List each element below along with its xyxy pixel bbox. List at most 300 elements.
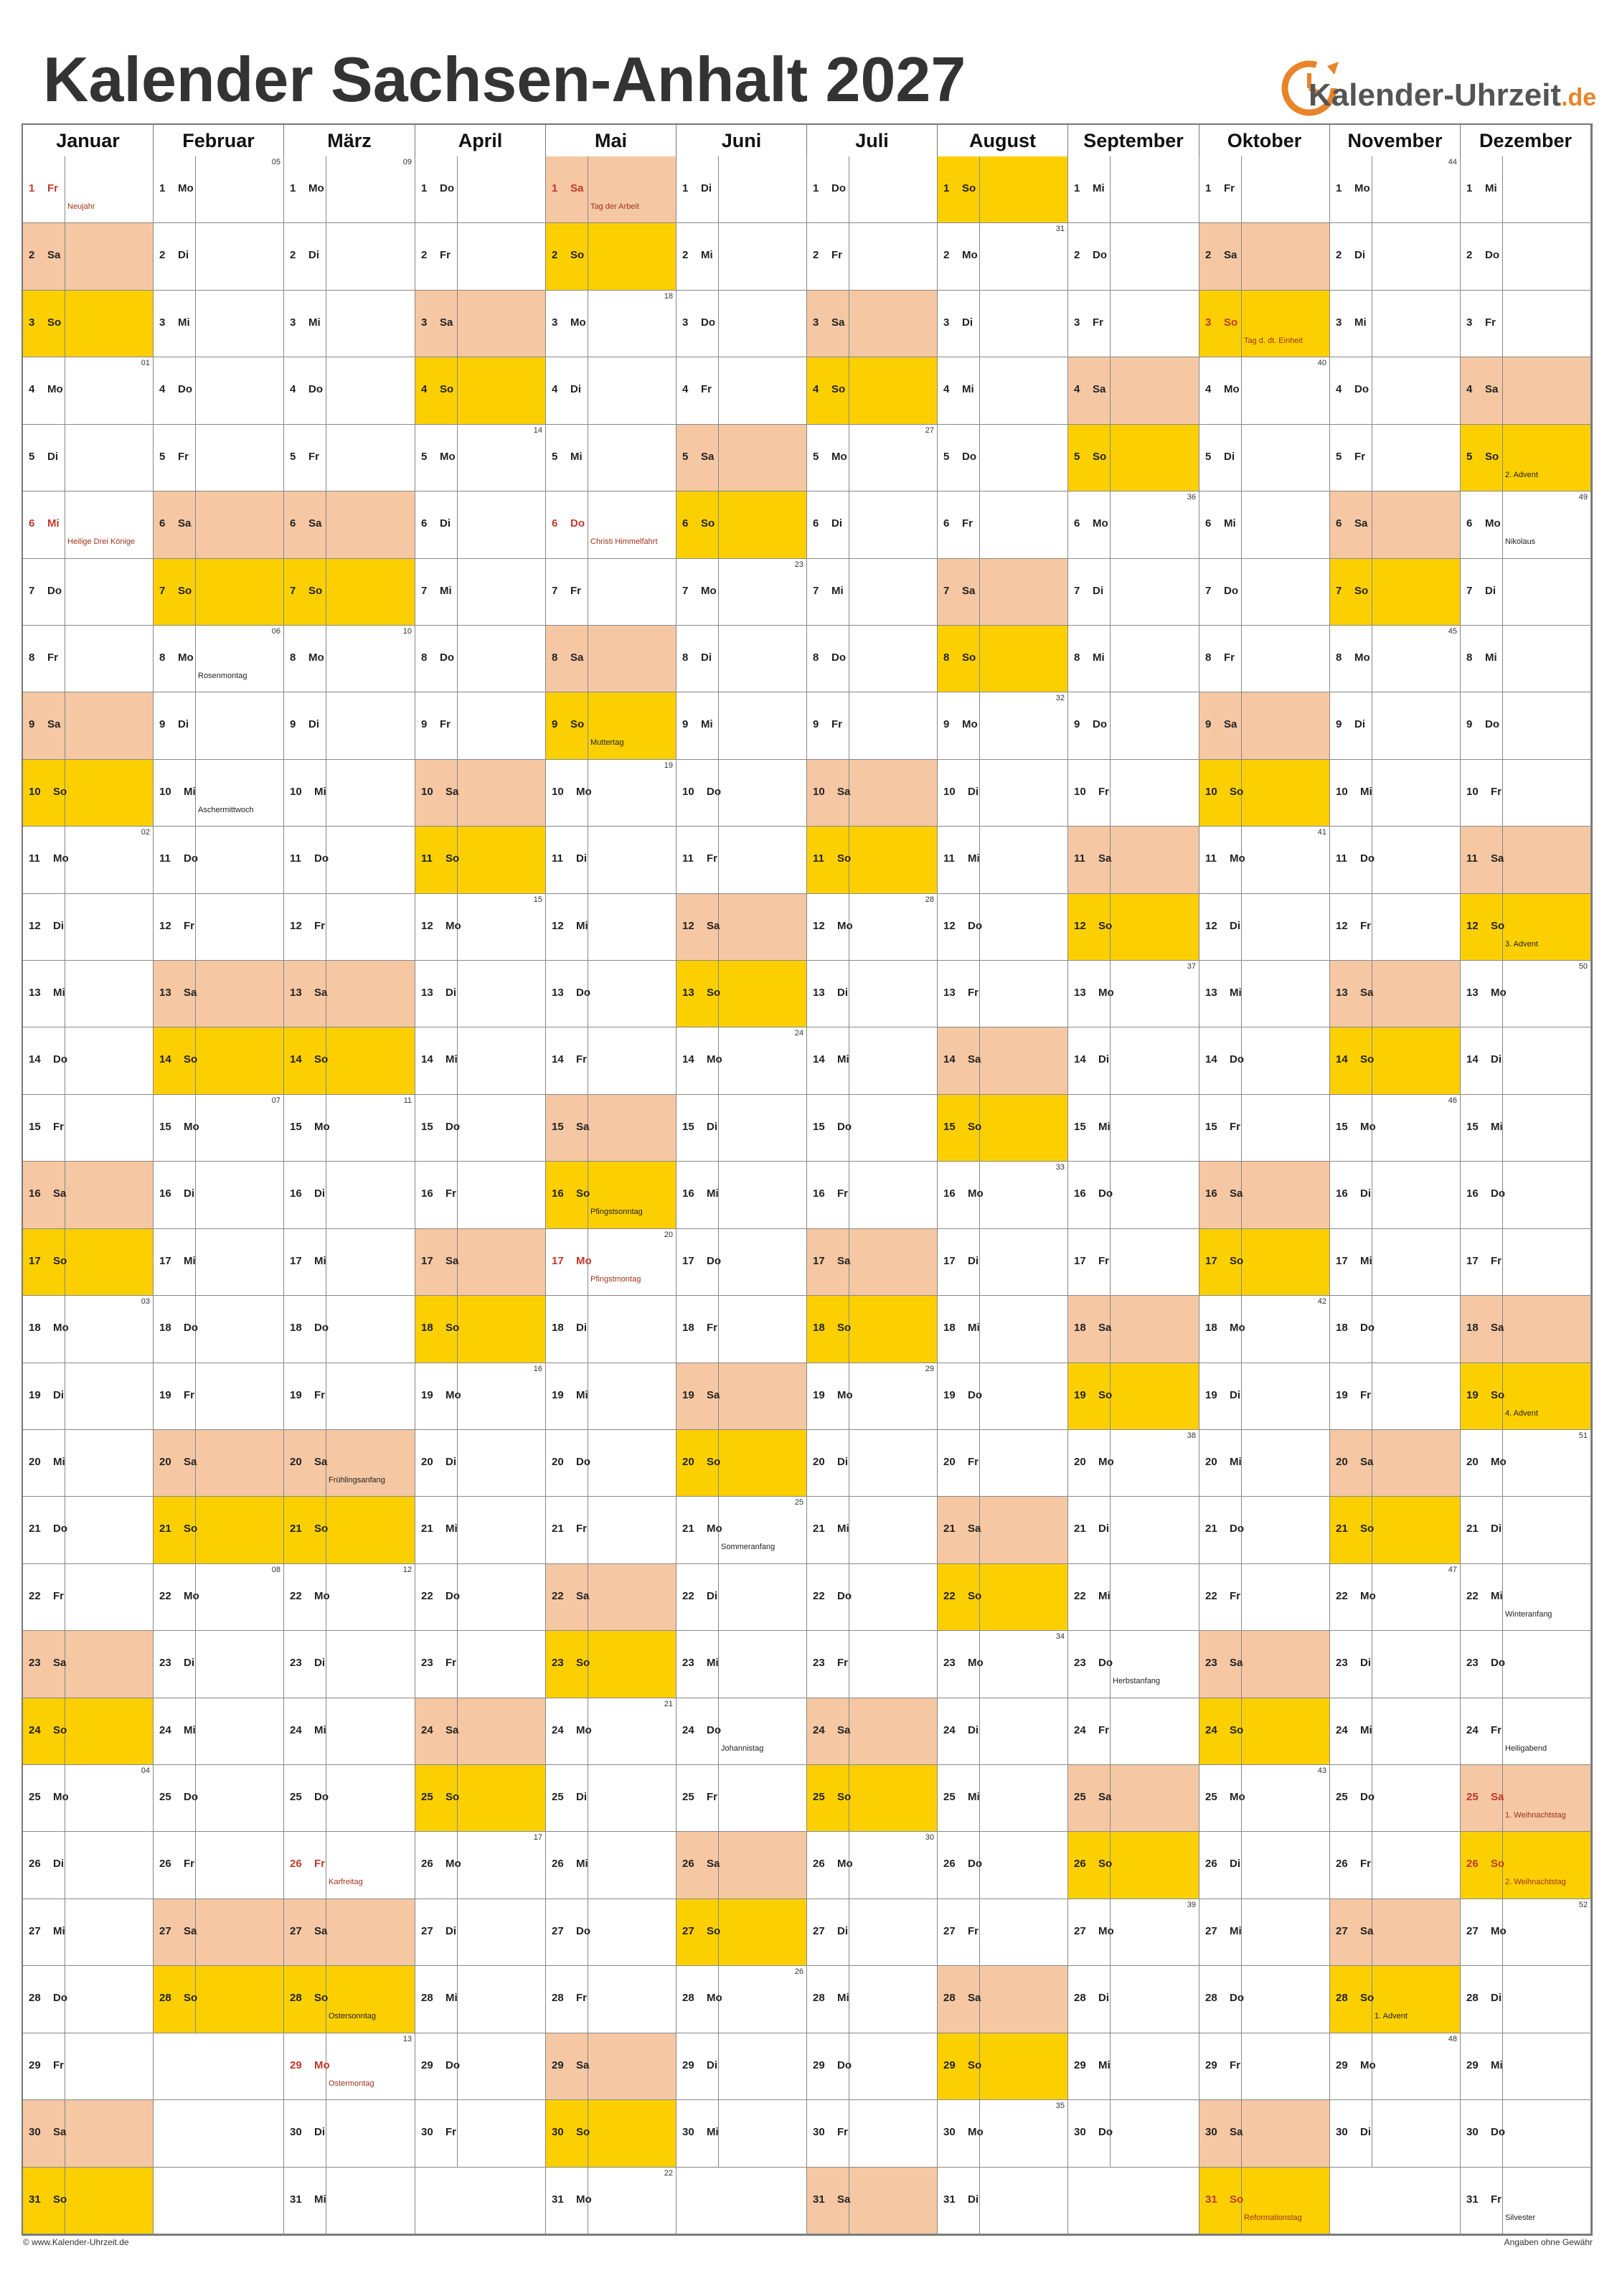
weekday-label: Fr (47, 182, 58, 194)
week-number: 37 (1187, 962, 1196, 971)
day-cell (807, 223, 938, 291)
day-cell (1068, 1430, 1199, 1497)
day-number: 4 (1205, 383, 1212, 395)
weekday-label: So (1230, 1255, 1244, 1267)
day-number: 5 (1336, 451, 1342, 463)
day-cell (154, 1631, 284, 1698)
day-number: 15 (1205, 1121, 1217, 1133)
day-number: 7 (1336, 585, 1342, 597)
weekday-label: Do (1230, 1523, 1244, 1535)
day-cell (415, 491, 546, 559)
weekday-label: Mi (962, 383, 974, 395)
weekday-label: Fr (314, 1389, 325, 1401)
weekday-label: So (570, 718, 585, 730)
weekday-label: Do (1360, 1791, 1375, 1803)
day-cell (23, 1698, 154, 1765)
day-number: 10 (159, 786, 171, 798)
day-number: 12 (1466, 920, 1479, 932)
weekday-label: Do (440, 182, 454, 194)
day-number: 24 (1466, 1724, 1479, 1736)
day-number: 23 (1205, 1657, 1217, 1669)
weekday-label: Di (968, 786, 979, 798)
day-number: 12 (290, 920, 302, 932)
day-cell (546, 894, 676, 961)
weekday-label: Sa (1360, 1925, 1374, 1937)
day-cell (1330, 1564, 1461, 1631)
weekday-label: Sa (53, 1657, 67, 1669)
weekday-label: Mi (1485, 182, 1497, 194)
weekday-label: Mi (968, 852, 980, 865)
day-number: 10 (813, 786, 825, 798)
day-cell (1461, 1765, 1591, 1832)
day-cell (938, 760, 1068, 827)
day-number: 13 (943, 987, 956, 999)
day-number: 3 (1205, 316, 1212, 329)
day-cell (546, 1631, 676, 1698)
weekday-label: Fr (1098, 1255, 1109, 1267)
weekday-label: So (1098, 920, 1113, 932)
day-cell (676, 1698, 807, 1765)
weekday-label: Do (707, 1724, 721, 1736)
weekday-label: Sa (178, 517, 192, 530)
week-number: 45 (1448, 627, 1457, 636)
day-number: 27 (682, 1925, 694, 1937)
weekday-label: Mi (701, 718, 713, 730)
day-number: 27 (159, 1925, 171, 1937)
day-cell (154, 2100, 284, 2168)
weekday-label: Mo (962, 718, 978, 730)
weekday-label: Do (1354, 383, 1369, 395)
weekday-label: Mi (576, 1389, 588, 1401)
weekday-label: Mi (1491, 1121, 1503, 1133)
weekday-label: Mo (1360, 2059, 1376, 2071)
weekday-label: Sa (1098, 852, 1112, 865)
weekday-label: Do (1098, 1657, 1113, 1669)
day-cell (807, 1027, 938, 1095)
day-number: 6 (1074, 517, 1080, 530)
holiday-label: Karfreitag (329, 1878, 363, 1886)
day-number: 21 (1466, 1523, 1479, 1535)
weekday-label: Fr (1485, 316, 1496, 329)
weekday-label: Fr (1491, 786, 1502, 798)
day-cell (938, 1430, 1068, 1497)
weekday-label: Mi (53, 987, 65, 999)
day-cell (284, 1765, 415, 1832)
weekday-label: Di (831, 517, 842, 530)
weekday-label: Mi (1491, 1590, 1503, 1602)
day-cell (1068, 1229, 1199, 1296)
weekday-label: Di (1491, 1053, 1502, 1065)
day-cell (546, 626, 676, 692)
day-cell (415, 1698, 546, 1765)
weekday-label: So (178, 585, 192, 597)
month-header: November (1330, 125, 1461, 156)
weekday-label: Do (1491, 1657, 1505, 1669)
day-number: 18 (1205, 1322, 1217, 1334)
day-cell (1461, 223, 1591, 291)
day-cell (546, 1497, 676, 1564)
weekday-label: Fr (1224, 182, 1235, 194)
weekday-label: Do (446, 1590, 460, 1602)
weekday-label: Do (1491, 1187, 1505, 1200)
month-header: Februar (154, 125, 284, 156)
day-cell (676, 961, 807, 1027)
disclaimer-footer: Angaben ohne Gewähr (1504, 2237, 1593, 2247)
weekday-label: Mi (707, 1657, 719, 1669)
weekday-label: Di (701, 182, 712, 194)
day-cell (415, 559, 546, 626)
day-number: 7 (421, 585, 428, 597)
weekday-label: Mi (701, 249, 713, 261)
day-cell (154, 1430, 284, 1497)
week-number: 23 (794, 560, 803, 569)
day-cell (23, 291, 154, 357)
weekday-label: Do (53, 1523, 67, 1535)
day-number: 23 (552, 1657, 564, 1669)
weekday-label: Mo (1360, 1590, 1376, 1602)
day-cell (938, 2168, 1068, 2234)
weekday-label: Mo (1491, 1456, 1507, 1468)
weekday-label: Do (1098, 1187, 1113, 1200)
day-cell (676, 827, 807, 894)
day-cell (676, 559, 807, 626)
day-cell (1461, 760, 1591, 827)
weekday-label: Mi (1093, 182, 1105, 194)
weekday-label: Sa (314, 1925, 328, 1937)
day-number: 5 (1205, 451, 1212, 463)
day-cell (546, 291, 676, 357)
weekday-label: Fr (1491, 1255, 1502, 1267)
weekday-label: Do (308, 383, 323, 395)
weekday-label: So (446, 1791, 460, 1803)
day-cell (807, 2168, 938, 2234)
weekday-label: Sa (1230, 1657, 1243, 1669)
weekday-label: Do (1360, 852, 1375, 865)
day-number: 15 (813, 1121, 825, 1133)
day-cell (1330, 2033, 1461, 2100)
weekday-label: Mo (53, 1322, 69, 1334)
weekday-label: Di (53, 1389, 64, 1401)
day-number: 17 (1074, 1255, 1086, 1267)
day-number: 19 (813, 1389, 825, 1401)
day-cell (284, 692, 415, 760)
day-number: 6 (290, 517, 296, 530)
weekday-label: Mi (178, 316, 190, 329)
day-cell (1199, 894, 1330, 961)
day-cell (676, 425, 807, 491)
weekday-label: Fr (178, 451, 189, 463)
week-number: 10 (402, 627, 412, 636)
holiday-label: Tag der Arbeit (590, 202, 639, 211)
weekday-label: Fr (968, 987, 979, 999)
weekday-label: Mo (446, 1858, 461, 1870)
day-number: 23 (159, 1657, 171, 1669)
weekday-label: Do (1098, 2126, 1113, 2138)
day-number: 3 (159, 316, 166, 329)
day-number: 14 (421, 1053, 433, 1065)
day-cell (415, 1631, 546, 1698)
day-number: 2 (943, 249, 950, 261)
day-number: 5 (1074, 451, 1080, 463)
day-number: 24 (1074, 1724, 1086, 1736)
weekday-label: Di (446, 1456, 456, 1468)
event-label: Nikolaus (1505, 537, 1536, 546)
day-cell (676, 1832, 807, 1899)
event-label: Sommeranfang (721, 1543, 776, 1551)
weekday-label: So (837, 1791, 852, 1803)
weekday-label: So (1230, 1724, 1244, 1736)
weekday-label: Mo (837, 1858, 853, 1870)
day-number: 11 (813, 852, 824, 865)
event-label: Herbstanfang (1113, 1677, 1161, 1685)
day-number: 7 (813, 585, 819, 597)
day-number: 20 (1466, 1456, 1479, 1468)
weekday-label: Di (1354, 249, 1365, 261)
day-cell (546, 760, 676, 827)
day-number: 9 (159, 718, 166, 730)
day-number: 18 (1074, 1322, 1086, 1334)
day-number: 25 (1074, 1791, 1086, 1803)
day-cell (1330, 1430, 1461, 1497)
week-number: 33 (1055, 1163, 1065, 1172)
day-number: 25 (552, 1791, 564, 1803)
day-cell (1330, 827, 1461, 894)
day-number: 14 (552, 1053, 564, 1065)
day-number: 17 (813, 1255, 825, 1267)
day-cell (1199, 961, 1330, 1027)
day-number: 17 (1336, 1255, 1348, 1267)
week-number: 03 (141, 1297, 150, 1306)
weekday-label: Sa (570, 651, 584, 664)
weekday-label: Mi (837, 1523, 849, 1535)
day-number: 15 (1466, 1121, 1479, 1133)
day-number: 11 (159, 852, 171, 865)
weekday-label: So (1491, 920, 1505, 932)
weekday-label: Di (576, 852, 587, 865)
day-number: 27 (421, 1925, 433, 1937)
day-number: 28 (943, 1992, 956, 2004)
day-cell (1199, 1430, 1330, 1497)
day-number: 26 (29, 1858, 41, 1870)
day-number: 23 (943, 1657, 956, 1669)
day-cell (154, 1229, 284, 1296)
day-number: 3 (552, 316, 558, 329)
day-cell (676, 1027, 807, 1095)
day-cell (546, 1564, 676, 1631)
weekday-label: Mo (440, 451, 456, 463)
week-number: 46 (1448, 1096, 1457, 1105)
day-cell (1330, 1363, 1461, 1430)
day-number: 13 (1466, 987, 1479, 999)
weekday-label: Sa (53, 2126, 67, 2138)
day-cell (154, 291, 284, 357)
day-cell (938, 1162, 1068, 1229)
day-cell (1199, 1363, 1330, 1430)
weekday-label: Mo (707, 1053, 722, 1065)
day-number: 8 (1466, 651, 1473, 664)
day-cell (1068, 2033, 1199, 2100)
week-number: 18 (664, 292, 673, 301)
day-cell (938, 1027, 1068, 1095)
weekday-label: Do (576, 987, 590, 999)
day-number: 26 (552, 1858, 564, 1870)
day-cell (284, 1296, 415, 1363)
day-cell (1068, 827, 1199, 894)
day-cell (1199, 156, 1330, 223)
day-cell (938, 1631, 1068, 1698)
week-number: 44 (1448, 158, 1457, 166)
day-cell (1199, 1564, 1330, 1631)
day-number: 28 (1074, 1992, 1086, 2004)
day-number: 27 (1205, 1925, 1217, 1937)
weekday-label: Mo (314, 1121, 330, 1133)
day-cell (1461, 1497, 1591, 1564)
day-number: 31 (290, 2193, 302, 2206)
day-number: 28 (159, 1992, 171, 2004)
day-cell (415, 1229, 546, 1296)
weekday-label: Mi (1230, 987, 1242, 999)
day-cell (1199, 491, 1330, 559)
weekday-label: Do (1224, 585, 1238, 597)
day-cell (546, 491, 676, 559)
day-cell (284, 1698, 415, 1765)
day-number: 5 (421, 451, 428, 463)
month-header: Januar (23, 125, 154, 156)
week-number: 04 (141, 1766, 150, 1775)
weekday-label: So (53, 1724, 67, 1736)
day-number: 30 (290, 2126, 302, 2138)
day-number: 18 (159, 1322, 171, 1334)
day-number: 20 (813, 1456, 825, 1468)
weekday-label: Mi (184, 1255, 196, 1267)
day-cell (284, 1363, 415, 1430)
day-number: 31 (29, 2193, 41, 2206)
day-number: 22 (813, 1590, 825, 1602)
month-header: Mai (546, 125, 676, 156)
day-number: 8 (813, 651, 819, 664)
weekday-label: Di (576, 1322, 587, 1334)
day-cell (415, 1564, 546, 1631)
weekday-label: Di (837, 1456, 848, 1468)
day-number: 14 (813, 1053, 825, 1065)
day-number: 8 (552, 651, 558, 664)
weekday-label: Fr (184, 920, 194, 932)
day-number: 18 (552, 1322, 564, 1334)
day-number: 26 (813, 1858, 825, 1870)
day-number: 16 (943, 1187, 956, 1200)
day-number: 6 (1466, 517, 1473, 530)
week-number: 21 (664, 1700, 673, 1708)
day-number: 21 (421, 1523, 433, 1535)
day-cell (938, 491, 1068, 559)
day-number: 8 (682, 651, 689, 664)
week-number: 35 (1055, 2102, 1065, 2110)
weekday-label: Fr (576, 1053, 587, 1065)
weekday-label: Sa (968, 1523, 981, 1535)
day-cell (807, 1765, 938, 1832)
weekday-label: Sa (1360, 987, 1374, 999)
day-cell (415, 1027, 546, 1095)
day-cell (284, 1430, 415, 1497)
day-number: 1 (943, 182, 950, 194)
day-cell (807, 425, 938, 491)
weekday-label: Sa (446, 1724, 459, 1736)
day-cell (23, 559, 154, 626)
day-number: 30 (552, 2126, 564, 2138)
day-number: 4 (29, 383, 35, 395)
weekday-label: Fr (576, 1992, 587, 2004)
year-calendar-grid (22, 123, 1593, 2236)
day-number: 25 (813, 1791, 825, 1803)
day-number: 20 (552, 1456, 564, 1468)
day-cell (546, 1765, 676, 1832)
day-number: 21 (1336, 1523, 1348, 1535)
day-cell (415, 626, 546, 692)
day-number: 29 (290, 2059, 302, 2071)
weekday-label: Mo (184, 1590, 199, 1602)
day-number: 13 (1074, 987, 1086, 999)
day-number: 23 (29, 1657, 41, 1669)
weekday-label: Mo (446, 1389, 461, 1401)
holiday-label: Reformationstag (1244, 2213, 1302, 2222)
day-number: 29 (1205, 2059, 1217, 2071)
weekday-label: So (1098, 1858, 1113, 1870)
weekday-label: Mi (968, 1791, 980, 1803)
day-cell (1199, 559, 1330, 626)
day-cell (546, 2168, 676, 2234)
week-number: 11 (403, 1096, 412, 1105)
day-number: 24 (813, 1724, 825, 1736)
week-number: 30 (925, 1833, 934, 1842)
weekday-label: Sa (1098, 1322, 1112, 1334)
weekday-label: Mi (314, 2193, 326, 2206)
day-number: 10 (682, 786, 694, 798)
day-number: 16 (813, 1187, 825, 1200)
week-number: 22 (664, 2169, 673, 2178)
holiday-label: Tag d. dt. Einheit (1244, 337, 1303, 345)
day-cell (154, 827, 284, 894)
day-cell (1068, 1027, 1199, 1095)
weekday-label: Fr (53, 1590, 64, 1602)
day-number: 22 (552, 1590, 564, 1602)
day-cell (154, 2033, 284, 2100)
weekday-label: Fr (831, 718, 842, 730)
weekday-label: Mi (1360, 786, 1372, 798)
weekday-label: Di (178, 249, 189, 261)
weekday-label: Sa (314, 987, 328, 999)
day-number: 19 (1336, 1389, 1348, 1401)
weekday-label: Mo (1230, 852, 1245, 865)
day-cell (807, 626, 938, 692)
day-cell (938, 894, 1068, 961)
day-number: 12 (159, 920, 171, 932)
day-cell (284, 1497, 415, 1564)
day-cell (546, 692, 676, 760)
weekday-label: Sa (968, 1053, 981, 1065)
weekday-label: Mo (1230, 1322, 1245, 1334)
day-cell (807, 1162, 938, 1229)
day-number: 3 (1074, 316, 1080, 329)
day-cell (546, 223, 676, 291)
day-number: 23 (682, 1657, 694, 1669)
weekday-label: Mi (707, 2126, 719, 2138)
weekday-label: Do (314, 1322, 329, 1334)
weekday-label: Mi (314, 1724, 326, 1736)
day-cell (676, 1564, 807, 1631)
day-number: 30 (682, 2126, 694, 2138)
day-number: 29 (1336, 2059, 1348, 2071)
day-cell (1330, 1229, 1461, 1296)
